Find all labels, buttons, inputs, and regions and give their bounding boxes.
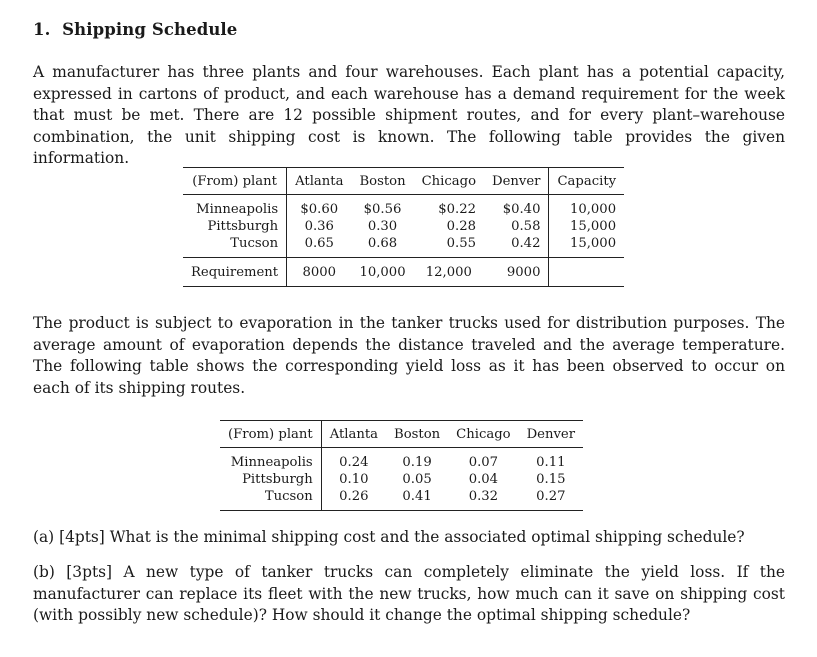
- question-a: (a) [4pts] What is the minimal shipping cost and the associated optimal shipping schedule?: [33, 528, 745, 546]
- requirement-cell: 10,000: [351, 258, 413, 287]
- loss-cell: 0.24: [339, 455, 369, 470]
- column-header-boston: Boston: [386, 421, 448, 448]
- cost-cell: $0.60: [300, 202, 339, 217]
- cost-cell: 0.58: [484, 218, 549, 235]
- requirement-row: [183, 258, 624, 287]
- table-row: [183, 218, 624, 235]
- table-row: [183, 235, 624, 258]
- section-heading: [33, 20, 237, 39]
- section-title: Shipping Schedule: [62, 20, 238, 39]
- loss-cell: 0.32: [468, 489, 499, 504]
- table-header-row: [220, 421, 583, 448]
- loss-cell: 0.11: [536, 455, 566, 470]
- capacity-cell: 15,000: [569, 219, 617, 234]
- cost-cell: $0.22: [438, 202, 477, 217]
- cost-cell: 0.42: [484, 235, 549, 258]
- loss-cell: 0.05: [402, 472, 432, 487]
- cost-cell: 0.65: [304, 236, 334, 251]
- column-header-atlanta: Atlanta: [321, 421, 386, 448]
- loss-cell: 0.41: [402, 489, 432, 504]
- requirement-cell: 9000: [484, 258, 549, 287]
- table-row: [220, 448, 583, 472]
- plant-cell: Tucson: [220, 488, 321, 511]
- table-row: [220, 488, 583, 511]
- column-header-plant: (From) plant: [183, 168, 287, 195]
- intro-paragraph: A manufacturer has three plants and four warehouses. Each plant has a potential capacity, expressed in cartons of product, and each warehouse has a demand requirement for the week that must be met. There are 12 possible shipment routes, and for every plant–warehouse combination, the unit shipping cost is known. The following table provides the given information.: [33, 63, 785, 168]
- requirement-cell: 8000: [287, 258, 352, 287]
- column-header-boston: Boston: [351, 168, 413, 195]
- table-row: [220, 471, 583, 488]
- cost-cell: 0.30: [367, 219, 398, 234]
- column-header-denver: Denver: [519, 421, 583, 448]
- cost-cell: $0.56: [363, 202, 402, 217]
- table-header-row: [183, 168, 624, 195]
- loss-cell: 0.19: [402, 455, 432, 470]
- plant-cell: Tucson: [183, 235, 287, 258]
- column-header-chicago: Chicago: [448, 421, 518, 448]
- question-b: (b) [3pts] A new type of tanker trucks can completely eliminate the yield loss. If the manufacturer can replace its fleet with the new trucks, how much can it save on shipping cost (with possibly new schedule)? How should it change the optimal shipping schedule?: [33, 563, 785, 625]
- column-header-plant: (From) plant: [220, 421, 321, 448]
- cost-cell: 0.36: [304, 219, 334, 234]
- capacity-cell: 10,000: [569, 202, 617, 217]
- loss-cell: 0.15: [536, 472, 566, 487]
- empty-cell: [549, 258, 624, 287]
- requirement-cell: 12,000: [414, 258, 484, 287]
- column-header-capacity: Capacity: [549, 168, 624, 195]
- cost-cell: 0.68: [367, 236, 398, 251]
- column-header-denver: Denver: [484, 168, 549, 195]
- yield-loss-table: [220, 420, 583, 511]
- loss-cell: 0.10: [339, 472, 369, 487]
- loss-cell: 0.07: [468, 455, 499, 470]
- loss-cell: 0.26: [339, 489, 369, 504]
- cost-cell: 0.55: [446, 236, 477, 251]
- requirement-label: Requirement: [183, 258, 287, 287]
- table-row: [183, 195, 624, 219]
- cost-cell: 0.28: [446, 219, 477, 234]
- loss-cell: 0.27: [536, 489, 566, 504]
- evaporation-paragraph: The product is subject to evaporation in the tanker trucks used for distribution purposes. The average amount of evaporation depends the distance traveled and the average temperature. The following table shows the corresponding yield loss as it has been observed to occur on each of its shipping routes.: [33, 314, 785, 397]
- plant-cell: Pittsburgh: [220, 471, 321, 488]
- column-header-chicago: Chicago: [414, 168, 484, 195]
- loss-cell: 0.04: [468, 472, 499, 487]
- plant-cell: Minneapolis: [183, 195, 287, 219]
- cost-cell: $0.40: [484, 195, 549, 219]
- capacity-cell: 15,000: [569, 236, 617, 251]
- shipping-cost-table: [183, 167, 624, 287]
- column-header-atlanta: Atlanta: [287, 168, 352, 195]
- section-number: 1.: [33, 20, 51, 39]
- plant-cell: Minneapolis: [220, 448, 321, 472]
- plant-cell: Pittsburgh: [183, 218, 287, 235]
